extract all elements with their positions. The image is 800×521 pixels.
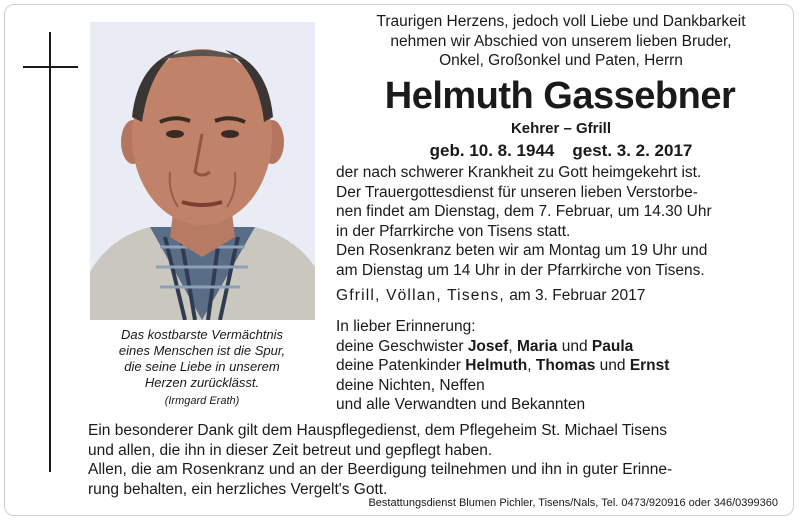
godchild-name: Helmuth	[465, 357, 528, 374]
quote-line: eines Menschen ist die Spur,	[118, 343, 286, 358]
portrait-illustration	[90, 22, 315, 320]
godchildren-line	[336, 356, 786, 376]
deceased-house-name: Kehrer – Gfrill	[510, 120, 612, 137]
deceased-name: Helmuth Gassebner	[384, 75, 736, 117]
conjunction: und	[595, 357, 630, 374]
place-names: Gfrill, Völlan, Tisens,	[336, 287, 505, 304]
sibling-name: Josef	[467, 337, 509, 355]
relatives-line: und alle Verwandten und Bekannten	[336, 396, 586, 413]
cross-horizontal-bar	[23, 66, 78, 68]
cross-vertical-bar	[49, 32, 51, 472]
godchild-name: Ernst	[629, 357, 670, 374]
thanks-line: und allen, die ihn in dieser Zeit betreut und gepflegt haben.	[88, 441, 493, 459]
body-line: am Dienstag um 14 Uhr in der Pfarrkirche von Tisens.	[336, 261, 705, 279]
quote-line: die seine Liebe in unserem	[124, 359, 280, 374]
body-line: der nach schwerer Krankheit zu Gott heimgekehrt ist.	[336, 164, 702, 181]
intro-line: Onkel, Großonkel und Paten, Herrn	[439, 52, 683, 69]
intro-line: nehmen wir Abschied von unserem lieben Bruder,	[390, 32, 732, 50]
place-and-date	[336, 286, 645, 306]
sibling-name: Paula	[591, 337, 634, 355]
intro-text	[336, 12, 786, 71]
intro-line: Traurigen Herzens, jedoch voll Liebe und Dankbarkeit	[376, 13, 746, 30]
godchildren-prefix: deine Patenkinder	[336, 357, 466, 374]
body-line: nen findet am Dienstag, dem 7. Februar, um 14.30 Uhr	[336, 203, 712, 220]
separator: ,	[527, 357, 536, 374]
siblings-prefix: deine Geschwister	[336, 337, 468, 355]
portrait-photo	[90, 22, 315, 320]
siblings-line	[336, 337, 786, 357]
quote-line: Herzen zurücklässt.	[144, 375, 260, 390]
conjunction: und	[557, 337, 592, 355]
thanks-line: Allen, die am Rosenkranz und an der Beerdigung teilnehmen und ihn in guter Erinne-	[88, 461, 673, 478]
nieces-line: deine Nichten, Neffen	[336, 376, 485, 394]
separator: ,	[508, 337, 517, 355]
life-dates	[336, 140, 786, 162]
death-date: gest. 3. 2. 2017	[572, 141, 693, 160]
mourners-list	[336, 317, 786, 415]
funeral-service-footer: Bestattungsdienst Blumen Pichler, Tisens/Nals, Tel. 0473/920916 oder 346/0399360	[368, 497, 778, 509]
body-line: Der Trauergottesdienst für unseren lieben Verstorbe-	[336, 183, 698, 201]
birth-date: geb. 10. 8. 1944	[429, 141, 555, 160]
quote-author: (Irmgard Erath)	[164, 395, 240, 407]
announcement-date: am 3. Februar 2017	[509, 287, 646, 304]
memorial-quote	[86, 327, 318, 409]
thanks-text	[88, 421, 788, 499]
thanks-line: rung behalten, ein herzliches Vergelt's Gott.	[88, 480, 388, 498]
body-line: Den Rosenkranz beten wir am Montag um 19 Uhr und	[336, 242, 708, 259]
quote-line: Das kostbarste Vermächtnis	[120, 327, 284, 342]
thanks-line: Ein besonderer Dank gilt dem Hauspflegedienst, dem Pflegeheim St. Michael Tisens	[88, 422, 667, 439]
body-line: in der Pfarrkirche von Tisens statt.	[336, 222, 571, 240]
sibling-name: Maria	[516, 337, 558, 355]
service-details	[336, 163, 786, 280]
godchild-name: Thomas	[535, 357, 596, 374]
memory-heading: In lieber Erinnerung:	[336, 318, 476, 335]
